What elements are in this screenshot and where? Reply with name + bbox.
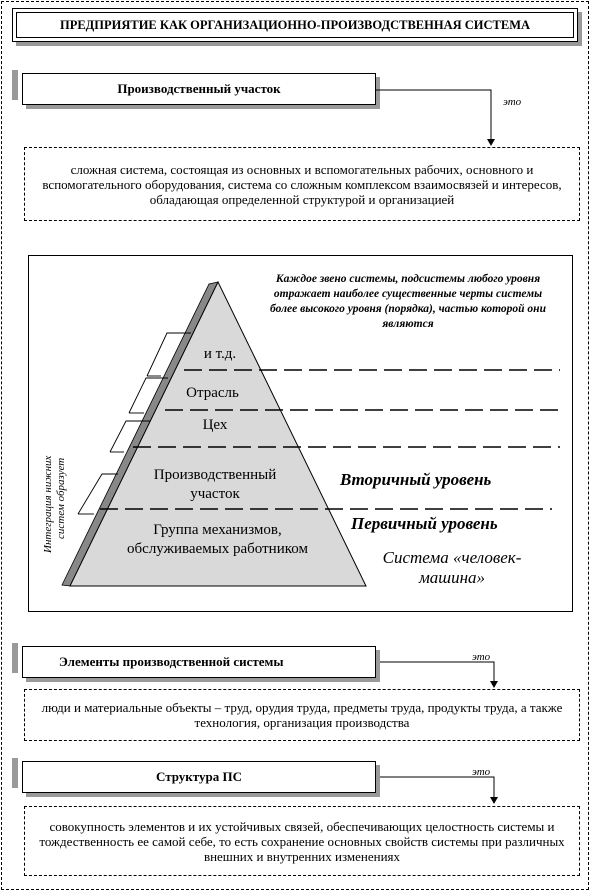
section-heading-label: Элементы производственной системы: [59, 654, 284, 669]
section-heading-label: Производственный участок: [117, 81, 281, 96]
section-heading-system-elements: [22, 646, 376, 678]
level-industry: Отрасль: [186, 385, 239, 401]
definition-text: сложная система, состоящая из основных и вспомогательных рабочих, основного и вспомогательного оборудования, система со сложным комплексом взаимосвязей и интересов, обладающая определенной структурой и организацией: [42, 161, 562, 207]
definition-structure: [24, 806, 580, 876]
secondary-level-label: Вторичный уровень: [340, 470, 492, 489]
connector-label: это: [503, 96, 522, 108]
integration-side-line1: Интеграция нижних: [42, 455, 54, 553]
human-machine-system-line2: машина»: [418, 568, 486, 587]
human-machine-system-label: [352, 548, 552, 588]
definition-text: люди и материальные объекты – труд, орудия труда, предметы труда, продукты труда, а также технология, организация производства: [41, 700, 563, 730]
arrowhead: [487, 139, 495, 146]
primary-level-label: Первичный уровень: [351, 514, 498, 533]
pyramid-note: Каждое звено системы, подсистемы любого уровня отражает наиболее существенные черты системы более высокого уровня (порядка), частью которой они являются: [270, 273, 546, 330]
section-heading-label: Структура ПС: [155, 769, 242, 784]
arrowhead: [490, 797, 498, 804]
connector-label: это: [472, 766, 491, 778]
definition-system-elements: [24, 689, 580, 741]
level-workshop: Цех: [202, 417, 228, 433]
human-machine-system-line1: Система «человек-: [382, 548, 522, 567]
section-heading-structure: [22, 761, 376, 793]
level-worker-group-line1: Группа механизмов,: [153, 522, 282, 538]
connector-label: это: [472, 651, 491, 663]
level-etc: и т.д.: [203, 346, 237, 362]
section-3-shadow: [12, 758, 18, 788]
level-worker-group-line2: обслуживаемых работником: [127, 541, 308, 557]
level-worker-group: [85, 521, 350, 559]
page-title: ПРЕДПРИЯТИЕ КАК ОРГАНИЗАЦИОННО-ПРОИЗВОДСТВЕННАЯ СИСТЕМА: [59, 17, 531, 32]
level-production-section: [115, 466, 315, 504]
connector-arrow: [376, 777, 494, 798]
connector-arrow: [376, 90, 491, 140]
definition-text: совокупность элементов и их устойчивых связей, обеспечивающих целостность системы и тождественность ее самой себе, то есть сохранение основных свойств системы при различных внешних и внутренних изменениях: [39, 818, 565, 864]
connector-arrow: [376, 662, 494, 682]
arrowhead: [490, 681, 498, 688]
integration-side-line2: систем образует: [55, 457, 67, 539]
level-production-section-line1: Производственный: [153, 467, 277, 483]
section-2-shadow: [12, 643, 18, 673]
level-production-section-line2: участок: [190, 486, 240, 502]
integration-side-label: [42, 456, 68, 553]
